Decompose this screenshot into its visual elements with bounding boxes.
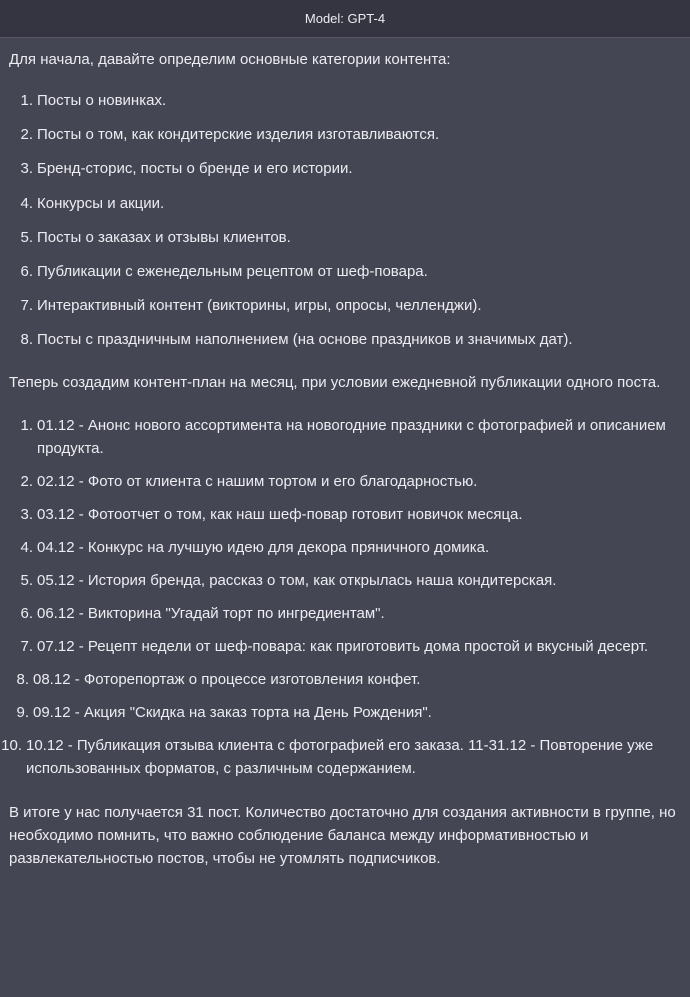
list-item — [9, 635, 682, 658]
list-text: 02.12 - Фото от клиента с нашим тортом и его благодарностью. — [37, 473, 478, 491]
list-text: 06.12 - Викторина "Угадай торт по ингредиентам". — [37, 605, 385, 623]
list-text: Посты о том, как кондитерские изделия изготавливаются. — [37, 126, 440, 144]
list-text: Бренд-сторис, посты о бренде и его истории. — [37, 160, 353, 178]
list-item — [9, 294, 682, 317]
model-label: Model: GPT-4 — [304, 11, 386, 26]
list-text: Посты с праздничным наполнением (на основе праздников и значимых дат). — [37, 331, 573, 349]
assistant-message — [0, 38, 690, 870]
conclusion-paragraph: В итоге у нас получается 31 пост. Количество достаточно для создания активности в группе, но необходимо помнить, что важно соблюдение баланса между информативностью и развлекательностью постов, чтобы не утомлять подписчиков. — [9, 804, 676, 868]
list-number: 8. — [20, 331, 33, 349]
list-item — [9, 89, 682, 112]
list-number: 3. — [20, 160, 33, 178]
list-number: 1. — [20, 92, 33, 109]
list-item — [9, 503, 682, 526]
list-number: 5. — [20, 572, 33, 590]
list-text: 09.12 - Акция "Скидка на заказ торта на День Рождения". — [33, 704, 432, 722]
list-item — [9, 668, 682, 691]
categories-list — [9, 89, 682, 351]
list-number: 8. — [16, 671, 29, 689]
list-number: 7. — [20, 297, 33, 315]
list-text: 05.12 - История бренда, рассказ о том, как открылась наша кондитерская. — [37, 572, 557, 590]
list-text: 07.12 - Рецепт недели от шеф-повара: как приготовить дома простой и вкусный десерт. — [37, 638, 649, 656]
list-item — [9, 470, 682, 493]
list-number: 1. — [20, 417, 33, 435]
list-number: 7. — [20, 638, 33, 656]
list-item — [9, 414, 682, 460]
list-number: 3. — [20, 506, 33, 524]
plan-intro-paragraph: Теперь создадим контент-план на месяц, при условии ежедневной публикации одного поста. — [9, 374, 661, 392]
list-item — [9, 536, 682, 559]
list-number: 2. — [20, 126, 33, 144]
list-item — [9, 602, 682, 625]
list-item — [9, 569, 682, 592]
list-text: Посты о заказах и отзывы клиентов. — [37, 228, 291, 246]
list-text: Интерактивный контент (викторины, игры, опросы, челленджи). — [37, 297, 482, 315]
list-item — [1, 734, 682, 780]
list-text: 03.12 - Фотоотчет о том, как наш шеф-повар готовит новичок месяца. — [37, 506, 523, 524]
list-item — [9, 123, 682, 146]
list-item — [9, 157, 682, 180]
model-header — [0, 0, 690, 38]
list-item — [9, 192, 682, 215]
list-text: 10.12 - Публикация отзыва клиента с фотографией его заказа. 11-31.12 - Повторение уже использованных форматов, с различным содержанием. — [26, 737, 654, 778]
list-text: Конкурсы и акции. — [37, 194, 165, 212]
list-item — [9, 260, 682, 283]
list-number: 4. — [20, 194, 33, 212]
list-item — [9, 701, 682, 724]
list-number: 5. — [20, 228, 33, 246]
intro-paragraph: Для начала, давайте определим основные категории контента: — [9, 51, 451, 68]
list-number: 9. — [16, 704, 29, 722]
list-text: Посты о новинках. — [37, 92, 167, 109]
content-plan-list — [1, 414, 682, 780]
list-number: 6. — [20, 605, 33, 623]
list-number: 4. — [20, 539, 33, 557]
list-number: 2. — [20, 473, 33, 491]
list-text: 04.12 - Конкурс на лучшую идею для декора пряничного домика. — [37, 539, 490, 557]
list-item — [9, 328, 682, 351]
list-text: 01.12 - Анонс нового ассортимента на новогодние праздники с фотографией и описанием продукта. — [37, 417, 666, 458]
list-number: 6. — [20, 262, 33, 280]
list-text: 08.12 - Фоторепортаж о процессе изготовления конфет. — [33, 671, 421, 689]
list-item — [9, 226, 682, 249]
list-text: Публикации с еженедельным рецептом от шеф-повара. — [37, 262, 428, 280]
list-number: 10. — [1, 737, 22, 755]
